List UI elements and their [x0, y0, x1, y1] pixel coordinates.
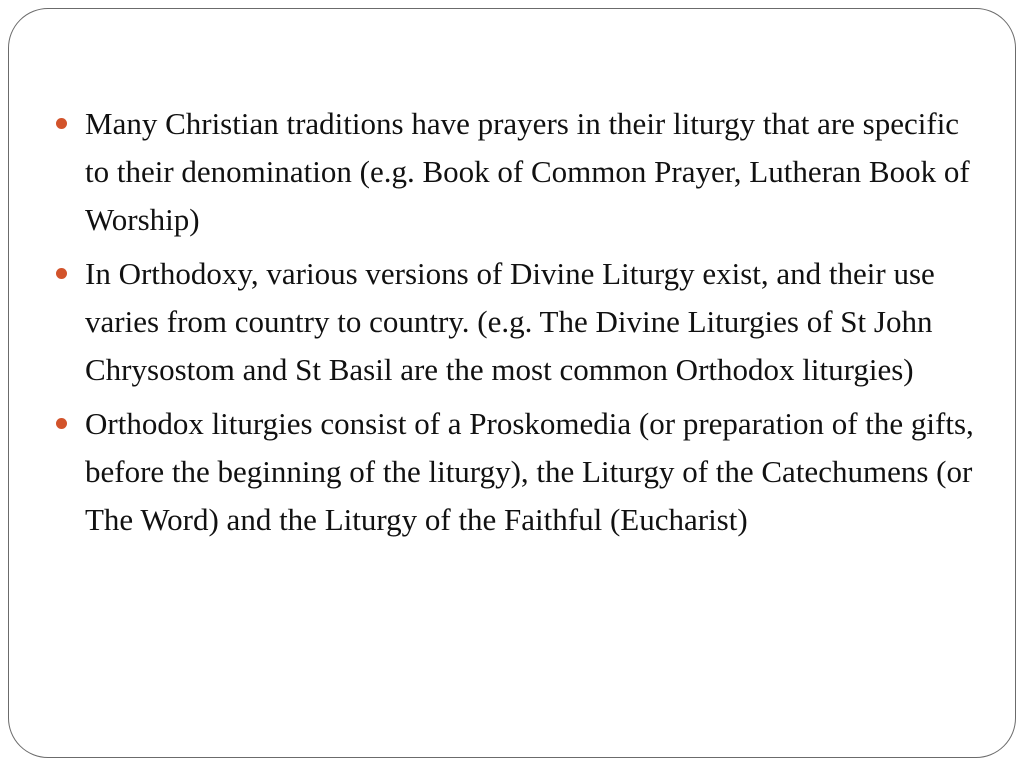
bullet-text: Orthodox liturgies consist of a Proskomedia (or preparation of the gifts, before the beginning of the liturgy), the Liturgy of the Catechumens (or The Word) and the Liturgy of the Faithful (Eucharist) [85, 406, 974, 537]
bullet-text: Many Christian traditions have prayers in their liturgy that are specific to their denomination (e.g. Book of Common Prayer, Lutheran Book of Worship) [85, 106, 970, 237]
bullet-item [56, 100, 976, 244]
bullet-item [56, 400, 976, 544]
bullet-dot-icon [56, 268, 67, 279]
bullet-item [56, 250, 976, 394]
bullet-list [56, 100, 976, 550]
bullet-dot-icon [56, 418, 67, 429]
bullet-text: In Orthodoxy, various versions of Divine Liturgy exist, and their use varies from country to country. (e.g. The Divine Liturgies of St John Chrysostom and St Basil are the most common Orthodox liturgies) [85, 256, 935, 387]
bullet-dot-icon [56, 118, 67, 129]
